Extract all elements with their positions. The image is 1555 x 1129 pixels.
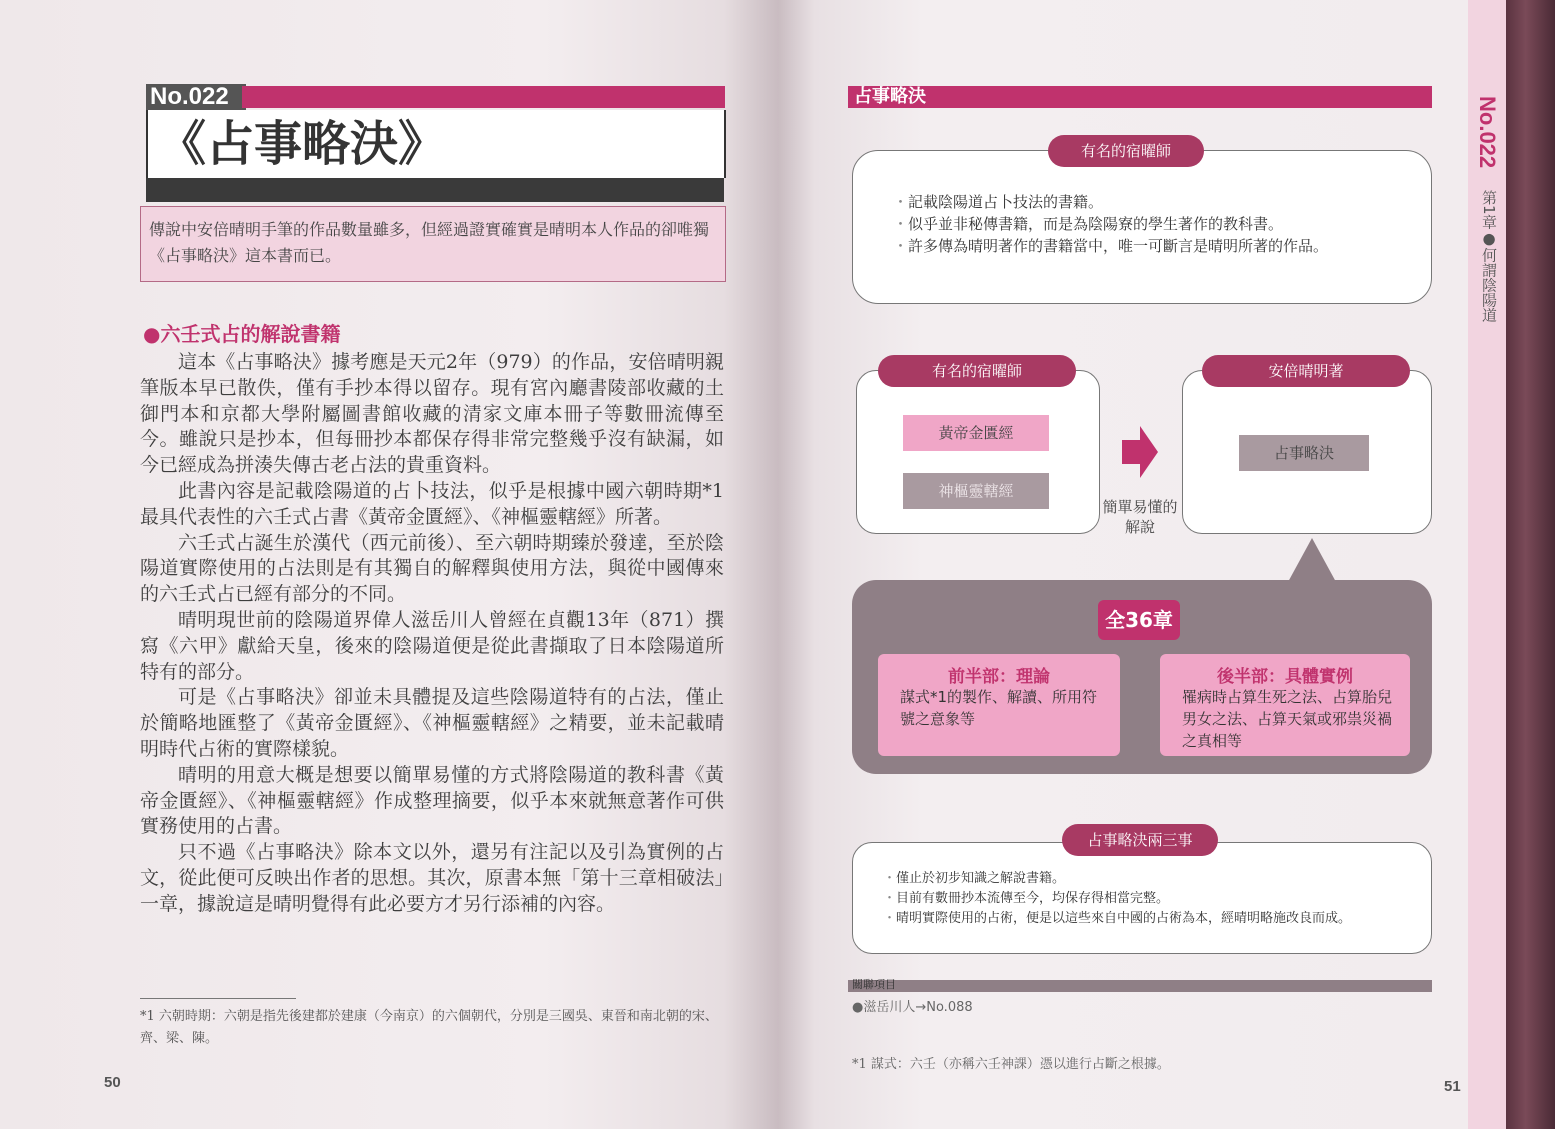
list-item: ・ 記載陰陽道占卜技法的書籍。 xyxy=(893,191,1393,213)
box-label-pill: 有名的宿曜師 xyxy=(1048,135,1204,167)
lead-text: 傳說中安倍晴明手筆的作品數量雖多，但經過證實確實是晴明本人作品的卻唯獨《占事略決》這本書而已。 xyxy=(149,220,710,265)
chapter-side-tab xyxy=(1468,0,1506,1129)
list-item: ・ 目前有數冊抄本流傳至今，均保存得相當完整。 xyxy=(883,889,1403,909)
page-number-right: 51 xyxy=(1444,1078,1461,1095)
paragraph: 可是《占事略決》卻並未具體提及這些陰陽道特有的占法，僅止於簡略地匯整了《黃帝金匱經》、《神樞靈轄經》之精要，並未記載晴明時代占術的實際樣貌。 xyxy=(140,686,724,760)
arrow-label: 簡單易懂的解說 xyxy=(1102,498,1178,536)
paragraph: 這本《占事略決》據考應是天元2年（979）的作品，安倍晴明親筆版本早已散佚，僅有手抄本得以留存。現有宮內廳書陵部收藏的土御門本和京都大學附屬圖書館收藏的清家文庫本冊子等數冊流傳至今。雖說只是抄本，但每冊抄本都保存得非常完整幾乎沒有缺漏，如今已經成為拼湊失傳古老占法的貴重資料。 xyxy=(140,351,724,477)
list-item: ・ 僅止於初步知識之解說書籍。 xyxy=(883,869,1403,889)
box-label-pill: 安倍晴明著 xyxy=(1202,355,1410,387)
section-heading: ●六壬式占的解說書籍 xyxy=(143,322,341,346)
number-tag: No.022 xyxy=(146,84,246,110)
related-reference: ●滋岳川人→No.088 xyxy=(852,1000,973,1015)
second-half-panel xyxy=(1160,654,1410,756)
footnote: *1 謀式：六壬（亦稱六壬神課）憑以進行占斷之根據。 xyxy=(852,1057,1170,1072)
body-text xyxy=(140,350,724,918)
arrow-right-icon xyxy=(1122,426,1158,478)
abe-seimei-box xyxy=(1182,370,1432,534)
page-title: 《占事略決》 xyxy=(158,116,447,172)
book-edge xyxy=(1506,0,1555,1129)
source-books-box xyxy=(856,370,1100,534)
trivia-box xyxy=(852,842,1432,954)
panel-text: 謀式*1的製作、解讀、所用符號之意象等 xyxy=(900,688,1098,728)
related-bar xyxy=(848,980,1432,992)
list-item: ・ 許多傳為晴明著作的書籍當中，唯一可斷言是晴明所著的作品。 xyxy=(893,235,1393,257)
bullet-list xyxy=(893,191,1393,257)
panel-text: 罹病時占算生死之法、占算胎兒男女之法、占算天氣或邪祟災禍之真相等 xyxy=(1182,688,1393,750)
footnote-rule xyxy=(140,998,296,999)
paragraph: 只不過《占事略決》除本文以外，還另有注記以及引為實例的占文，從此便可反映出作者的思想。其次，原書本無「第十三章相破法」一章，據說這是晴明覺得有此必要方才另行添補的內容。 xyxy=(140,841,724,915)
list-item: ・ 晴明實際使用的占術，便是以這些來自中國的占術為本，經晴明略施改良而成。 xyxy=(883,909,1403,929)
box-label-pill: 占事略決兩三事 xyxy=(1062,824,1218,856)
title-box xyxy=(146,110,726,178)
panel-heading: 前半部：理論 xyxy=(948,667,1050,687)
book-chip: 黃帝金匱經 xyxy=(903,415,1049,451)
first-half-panel xyxy=(878,654,1120,756)
related-label: 關聯項目 xyxy=(852,978,896,991)
list-item: ・ 似乎並非秘傳書籍，而是為陰陽寮的學生著作的教科書。 xyxy=(893,213,1393,235)
paragraph: 六壬式占誕生於漢代（西元前後）、至六朝時期臻於發達，至於陰陽道實際使用的占法則是有其獨自的解釋與使用方法，與從中國傳來的六壬式占已經有部分的不同。 xyxy=(140,531,724,606)
book-chip: 神樞靈轄經 xyxy=(903,473,1049,509)
paragraph: 晴明現世前的陰陽道界偉人滋岳川人曾經在貞觀13年（871）撰寫《六甲》獻給天皇，後來的陰陽道便是從此書擷取了日本陰陽道所特有的部分。 xyxy=(140,608,724,683)
lead-box xyxy=(140,206,726,282)
famous-astrologer-box xyxy=(852,150,1432,304)
paragraph: 此書內容是記載陰陽道的占卜技法，似乎是根據中國六朝時期*1最具代表性的六壬式占書《黃帝金匱經》、《神樞靈轄經》所著。 xyxy=(140,479,724,528)
side-number: No.022 xyxy=(1475,96,1500,169)
panel-heading: 後半部：具體實例 xyxy=(1217,667,1353,687)
right-page xyxy=(778,0,1506,1129)
callout-pointer xyxy=(1288,538,1336,582)
chapter-count-badge: 全36章 xyxy=(1098,600,1180,640)
section-header: 占事略決 xyxy=(848,86,1432,108)
book-chip: 占事略決 xyxy=(1239,435,1369,471)
title-underbar xyxy=(146,178,724,202)
side-chapter: 第1章●何謂陰陽道 xyxy=(1480,190,1498,323)
footnote: *1 六朝時期：六朝是指先後建都於建康（今南京）的六個朝代，分別是三國吳、東晉和南北朝的宋、齊、梁、陳。 xyxy=(140,1009,718,1046)
paragraph: 晴明的用意大概是想要以簡單易懂的方式將陰陽道的教科書《黃帝金匱經》、《神樞靈轄經》作成整理摘要，似乎本來就無意著作可供實務使用的占書。 xyxy=(140,763,724,838)
box-label-pill: 有名的宿曜師 xyxy=(878,355,1076,387)
number-bar xyxy=(242,86,725,108)
page-number-left: 50 xyxy=(104,1074,121,1091)
bullet-list xyxy=(883,869,1403,929)
